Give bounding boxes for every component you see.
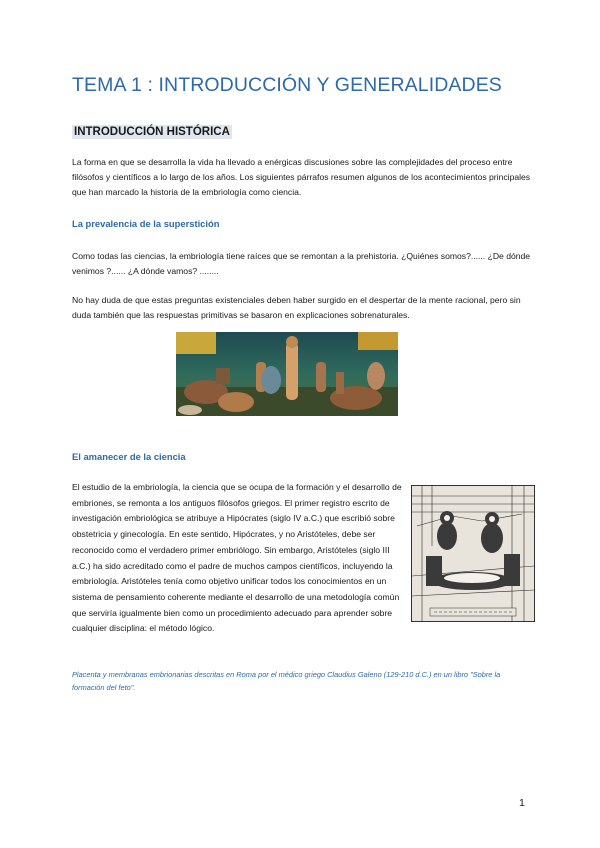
page-number: 1 — [519, 797, 525, 809]
subsection-heading-supersticion: La prevalencia de la superstición — [72, 218, 220, 229]
page-title: TEMA 1 : INTRODUCCIÓN Y GENERALIDADES — [72, 74, 502, 96]
amanecer-paragraph: El estudio de la embriología, la ciencia que se ocupa de la formación y el desarrollo de embriones, se remonta a los antiguos filósofos griegos. El primer registro escrito de investigación embriológica se atribuye a Hipócrates (siglo IV a.C.) que escribió sobre obstetricia y ginecología. En este sentido, Hipócrates, y no Aristóteles, debe ser reconocido como el verdadero primer embriólogo. Sin embargo, Aristóteles (siglo III a.C.) ha sido acreditado como el padre de muchos campos científicos, incluyendo la embriología. Aristóteles tenía como objetivo unificar todos los conocimientos en un sistema de pensamiento coherente mediante el desarrollo de una metodología común que serviría igualmente bien como un procedimiento adecuado para aprender sobre cualquier disciplina: el método lógico. — [72, 482, 402, 634]
superstition-paragraph-2: No hay duda de que estas preguntas existenciales deben haber surgido en el despertar de la mente racional, pero sin duda también que las respuestas primitivas se basaron en explicaciones sobrenaturales. — [72, 295, 521, 320]
section-heading-historica: INTRODUCCIÓN HISTÓRICA — [74, 126, 230, 138]
galeno-engraving-image — [411, 485, 535, 622]
subsection-heading-amanecer: El amanecer de la ciencia — [72, 451, 186, 462]
intro-paragraph: La forma en que se desarrolla la vida ha llevado a enérgicas discusiones sobre las complejidades del proceso entre filósofos y científicos a lo largo de los años. Los siguientes párrafos resumen algunos de los acontecimientos principales que han marcado la historia de la embriología como ciencia. — [72, 157, 531, 197]
image-caption: Placenta y membranas embrionarias descritas en Roma por el médico griego Claudius Galeno (129-210 d.C.) en un libro "Sobre la formación del feto". — [72, 670, 501, 692]
superstition-paragraph-1: Como todas las ciencias, la embriología tiene raíces que se remontan a la prehistoria. ¿Quiénes somos?...... ¿De dónde venimos ?...... ¿A dónde vamos? ........ — [72, 251, 531, 276]
gauguin-painting-image — [176, 332, 398, 416]
